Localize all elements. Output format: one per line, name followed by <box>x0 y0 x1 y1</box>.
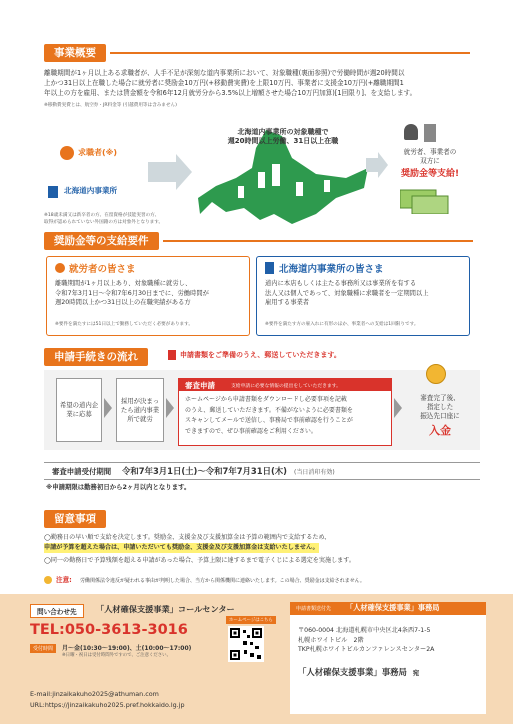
period-label: 審査申請受付期間 <box>52 467 112 476</box>
notes-line-3: ◯同一の勤務日で予算残額を超える申請があった場合、予算上限に達するまで電子くじによる選定を実施します。 <box>44 557 355 564</box>
worker-requirements-box <box>46 256 250 336</box>
website-link[interactable]: URL:https://jinzaikakuho2025.pref.hokkaido.lg.jp <box>30 701 185 709</box>
hours-note: ※日曜・祝日は受付時間外ですので、ご注意ください。 <box>62 653 171 658</box>
worker-req-line-3: 週20時間以上かつ31日以上の在職実績がある方 <box>55 299 191 307</box>
hours-value: 月〜金(10:30〜19:00)、土(10:00〜17:00) <box>62 645 192 652</box>
person-icon <box>60 146 74 160</box>
office-requirements-box <box>256 256 470 336</box>
overview-line-1: 離職期間が1ヶ月以上ある求職者が、人手不足が深刻な道内事業所において、対象職種(裏面参照)で労働時間が週20時間以 <box>44 69 405 77</box>
final-deposit: 入金 <box>429 424 451 437</box>
worker-req-text <box>55 279 209 308</box>
worker-note-1: ※18歳未満又は新卒者の方、在留資格が技能実習の方、 <box>44 213 160 218</box>
arrow-to-map-icon <box>148 152 192 192</box>
address-line-3: TKP札幌ホワイトビルカンファレンスセンター2A <box>298 646 435 653</box>
map-caption <box>208 128 358 146</box>
map-caption-1: 北海道内事業所の対象職種で <box>237 128 329 136</box>
final-text <box>404 394 476 421</box>
review-sub: 支給申請に必要な情報の提出をしていただきます。 <box>231 384 341 389</box>
payee-text <box>390 148 470 166</box>
worker-req-note: ※要件を満たすには51日以上で勤務していただく必要があります。 <box>55 322 193 327</box>
overview-title: 事業概要 <box>44 44 106 62</box>
caution-icon <box>44 576 52 584</box>
period-row <box>44 462 480 480</box>
document-icon <box>168 350 176 360</box>
flow-header <box>44 348 148 366</box>
review-line-2: のうえ、郵送していただきます。不備がないように必要書類を <box>185 406 353 414</box>
flow-step-employ <box>116 378 164 442</box>
flow-arrow-1-icon <box>104 398 112 418</box>
review-title: 審査申請 <box>185 381 215 390</box>
send-name: 「人材確保支援事業」事務局 <box>346 603 440 612</box>
notes-title: 留意事項 <box>44 510 106 528</box>
building-icon <box>48 186 58 198</box>
flow-step-2-label: 採用が決まったら道内事業所で就労 <box>120 396 160 423</box>
period-note: (当日消印有効) <box>294 469 335 476</box>
flow-doc-note: 申請書類をご準備のうえ、郵送していただきます。 <box>180 351 341 359</box>
payee-headline: 奨励金等支給! <box>400 169 460 179</box>
worker-note-2: 取得が認められていない外国籍の方は対象外となります。 <box>44 220 164 225</box>
flow-arrow-2-icon <box>166 398 174 418</box>
email-link[interactable]: E-mail:jinzaikakuho2025@athuman.com <box>30 690 159 698</box>
contact-label: 問い合わせ先 <box>30 604 84 618</box>
overview-note: ※移動費実費とは、航空券・JR料金等 (引越費用等は含みません) <box>44 103 177 108</box>
overview-line-3: 年以上の方を雇用、または賃金額を令和6年12月就労分から3.5%以上増額させた場合10万円加算)[1回限り]、を支給します。 <box>44 89 417 97</box>
send-address <box>298 626 434 655</box>
worker-eligibility-note <box>44 212 204 226</box>
overview-paragraph <box>44 68 484 98</box>
notes-line-2: 申請が予算を超えた場合は、申請いただいても奨励金、支援金及び支援加算金は支給いたしません。 <box>44 544 319 551</box>
flow-arrow-3-icon <box>394 398 402 418</box>
requirements-header <box>44 232 473 250</box>
office-name-text: 「人材確保支援事業」事務局 <box>298 667 407 677</box>
notes-header <box>44 510 106 528</box>
qr-code-icon[interactable] <box>228 626 264 662</box>
flow-title: 申請手続きの流れ <box>44 348 148 366</box>
flow-step-apply <box>56 378 102 442</box>
office-req-text <box>265 279 429 308</box>
caution-label: 注意: <box>56 576 72 584</box>
caution-text: 労働関係法令違反が疑われる事由が判明した場合、当方から関係機関に連絡いたします。この場合、奨励金は支給されません。 <box>80 578 365 584</box>
center-name: 「人材確保支援事業」コールセンター <box>96 604 235 614</box>
office-req-line-1: 道内に本店もしくは主たる事務所又は事業所を有する <box>265 280 417 287</box>
worker-req-head: 就労者の皆さま <box>69 264 136 275</box>
payee-text-1: 就労者、事業者の <box>403 148 457 156</box>
hours-label: 受付時間 <box>30 644 56 653</box>
final-line-3: 振込先口座に <box>420 412 460 420</box>
office-req-icon <box>265 262 274 274</box>
payee-text-2: 双方に <box>420 157 440 165</box>
office-req-line-3: 雇用する事業者 <box>265 299 310 307</box>
worker-req-icon <box>55 263 65 273</box>
send-address-box <box>290 602 486 714</box>
review-line-3: スキャンしてメールで送信し、事務局で事前確認を行うことが <box>185 417 353 424</box>
office-label: 北海道内事業所 <box>64 186 118 195</box>
period-value: 令和7年3月1日(土)〜令和7年7月31日(木) <box>122 466 287 476</box>
final-line-2: 指定した <box>426 403 454 411</box>
payee-office-icon <box>424 124 436 142</box>
qr-label: ホームページはこちら <box>226 616 276 624</box>
period-sub: ※申請期限は勤務初日から2ヶ月以内となります。 <box>46 483 191 491</box>
office-req-note: ※要件を満たす方の雇入れに有形のほか、事業者への支給は1回限りです。 <box>265 322 419 327</box>
overview-header <box>44 44 470 62</box>
review-line-4: できますので、ぜひ事前確認をご利用ください。 <box>185 427 317 435</box>
phone-number[interactable]: TEL:050-3613-3016 <box>30 622 188 638</box>
address-line-2: 札幌ホワイトビル 2階 <box>298 636 364 644</box>
final-line-1: 審査完了後、 <box>420 394 460 402</box>
map-caption-2: 週20時間以上労働、31日以上在職 <box>227 137 339 145</box>
office-name <box>298 666 419 678</box>
worker-req-line-2: 令和7年3月1日〜令和7年6月30日までに、労働時間が <box>55 289 209 297</box>
money-icon <box>400 188 452 214</box>
worker-req-line-1: 離職期間が1ヶ月以上あり、対象職種に就労し、 <box>55 280 192 287</box>
review-line-1: ホームページから申請書類をダウンロードし必要事項を記載 <box>185 396 347 403</box>
review-box <box>178 378 392 446</box>
worker-label: 求職者(※) <box>78 148 118 157</box>
footer <box>0 594 513 724</box>
notes-line-1: ◯勤務日の早い順で支給を決定します。奨励金、支援金及び支援加算金は予算の範囲内で支給するため、 <box>44 534 331 541</box>
overview-line-2: 上かつ31日以上在職した場合に就労者に奨励金10万円(+移動費実費)を上限10万円、事業者に支援金10万円(+離職期間1 <box>44 79 404 87</box>
notes-text <box>44 533 355 566</box>
review-text <box>185 395 353 437</box>
send-label: 申請書類送付先 <box>296 606 332 612</box>
requirements-rule <box>163 240 473 242</box>
payee-worker-icon <box>404 124 418 140</box>
office-suffix: 宛 <box>412 669 420 677</box>
address-line-1: 〒060-0004 北海道札幌市中央区北4条西7-1-5 <box>298 627 431 634</box>
requirements-title: 奨励金等の支給要件 <box>44 232 159 250</box>
office-req-head: 北海道内事業所の皆さま <box>279 264 384 275</box>
coin-icon <box>426 364 446 384</box>
overview-rule <box>110 52 470 54</box>
flow-step-1-label: 希望の道内企業に応募 <box>59 401 99 418</box>
office-req-line-2: 法人又は個人であって、対象職種に求職者を一定期間以上 <box>265 289 429 297</box>
